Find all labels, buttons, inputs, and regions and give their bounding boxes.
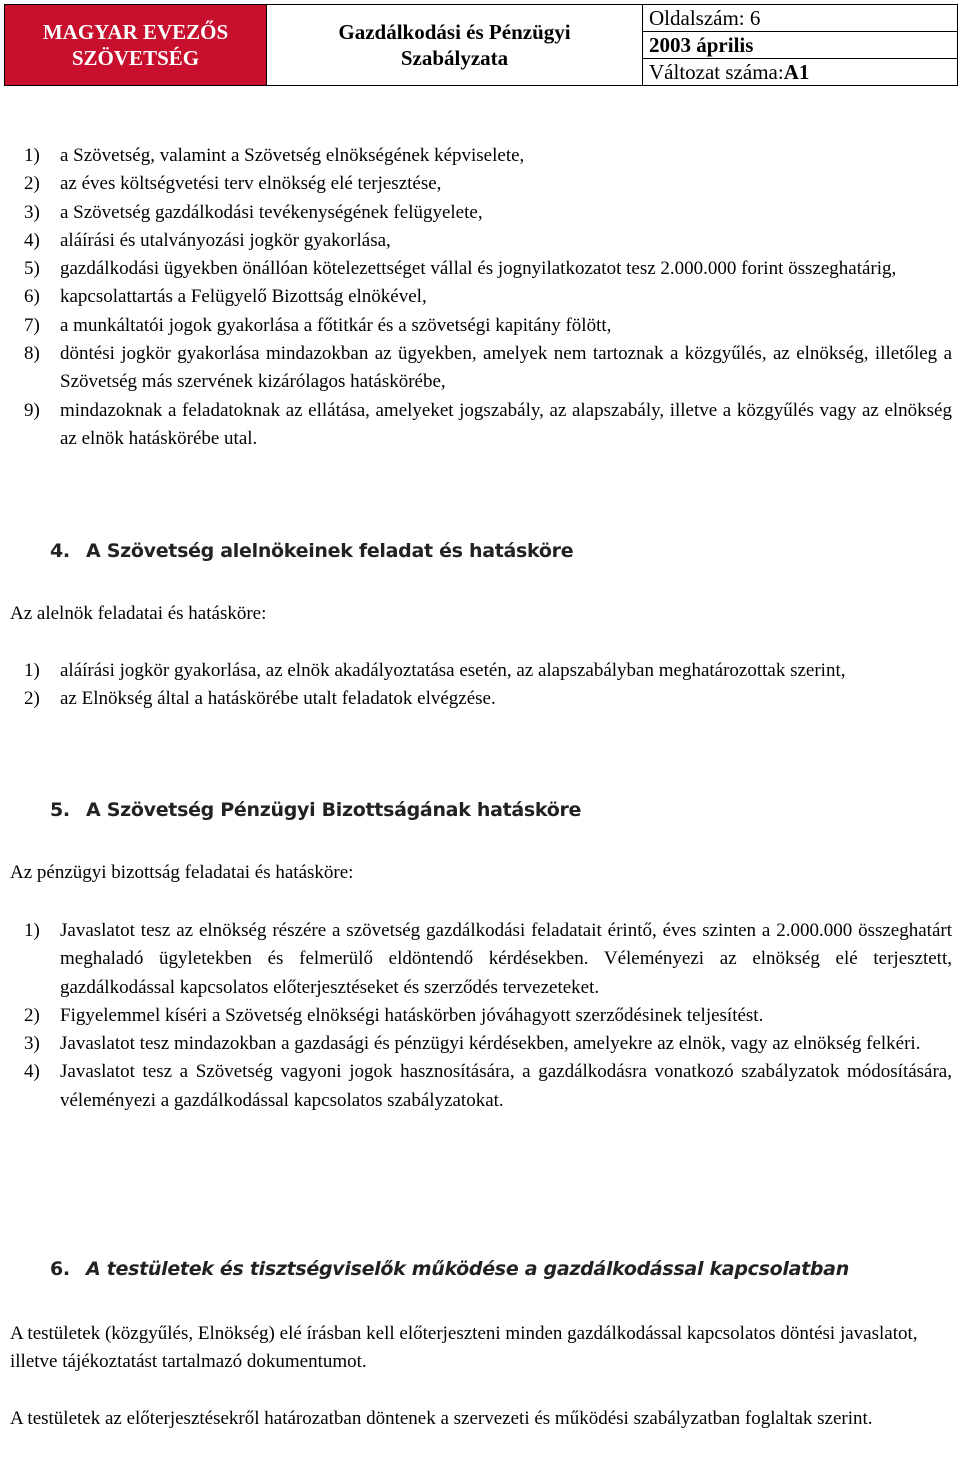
section-5-heading xyxy=(50,799,581,821)
president-duties-list-block xyxy=(10,142,952,453)
section-4-number: 4. xyxy=(50,540,70,562)
list-item-text: Javaslatot tesz az elnökség részére a szövetség gazdálkodási feladatait érintő, éves szinten a 2.000.000 összeghatárt meghaladó ügyletekben és felmerülő eldöntendő kérdésekben. Véleményezi az elnökség elé terjesztett, gazdálkodással kapcsolatos előterjesztéseket és szerződés tervezeteket. xyxy=(60,920,952,998)
list-item-number: 9) xyxy=(24,399,40,421)
doc-meta-cell xyxy=(643,5,957,85)
list-item xyxy=(10,657,952,685)
president-duties-list xyxy=(10,142,952,453)
doc-title-cell xyxy=(267,5,643,85)
list-item-number: 1) xyxy=(24,145,40,166)
list-item-number: 3) xyxy=(24,1033,40,1055)
vice-president-duties-block xyxy=(10,657,952,714)
section-4-title: A Szövetség alelnökeinek feladat és hatásköre xyxy=(86,540,574,562)
list-item xyxy=(10,397,952,454)
list-item-text: gazdálkodási ügyekben önállóan kötelezettséget vállal és jognyilatkozatot tesz 2.000.000 forint összeghatárig, xyxy=(60,258,897,280)
section-6-number: 6. xyxy=(50,1258,70,1280)
list-item-number: 7) xyxy=(24,314,40,336)
list-item-text: mindazoknak a feladatoknak az ellátása, amelyeket jogszabály, az alapszabály, illetve a közgyűlés vagy az elnökség az elnök hatáskörébe utal. xyxy=(60,399,952,449)
org-name-line2: SZÖVETSÉG xyxy=(71,46,200,70)
finance-committee-duties-list xyxy=(10,917,952,1115)
version-value: A1 xyxy=(783,59,810,84)
section-5-title: A Szövetség Pénzügyi Bizottságának hatásköre xyxy=(86,799,582,821)
list-item-text: Javaslatot tesz mindazokban a gazdasági és pénzügyi kérdésekben, amelyekre az elnök, vagy az elnökség felkéri. xyxy=(60,1033,921,1055)
list-item xyxy=(10,1002,952,1030)
list-item-number: 2) xyxy=(24,173,40,195)
list-item-number: 6) xyxy=(24,286,40,308)
list-item-text: az éves költségvetési terv elnökség elé terjesztése, xyxy=(60,173,442,195)
list-item-number: 8) xyxy=(24,343,40,365)
list-item-number: 5) xyxy=(24,258,40,280)
finance-committee-duties-block xyxy=(10,917,952,1115)
section-6-paragraph-2: A testületek az előterjesztésekről határozatban döntenek a szervezeti és működési szabályzatban foglaltak szerint. xyxy=(10,1408,873,1429)
list-item-text: a Szövetség gazdálkodási tevékenységének felügyelete, xyxy=(60,201,483,223)
list-item xyxy=(10,255,952,283)
org-name-line1: MAGYAR EVEZŐS xyxy=(42,20,229,44)
doc-version xyxy=(643,59,957,85)
list-item xyxy=(10,685,952,713)
section-5-number: 5. xyxy=(50,799,70,821)
list-item-number: 1) xyxy=(24,920,40,941)
list-item-number: 2) xyxy=(24,688,40,710)
section-6-heading xyxy=(50,1258,849,1280)
list-item-text: a Szövetség, valamint a Szövetség elnökségének képviselete, xyxy=(60,145,525,166)
list-item xyxy=(10,199,952,227)
page-number: Oldalszám: 6 xyxy=(643,5,957,32)
list-item-text: kapcsolattartás a Felügyelő Bizottság elnökével, xyxy=(60,286,427,308)
list-item-number: 3) xyxy=(24,201,40,223)
list-item xyxy=(10,227,952,255)
list-item-number: 2) xyxy=(24,1004,40,1026)
section-6-paragraph-1: A testületek (közgyűlés, Elnökség) elé írásban kell előterjeszteni minden gazdálkodással kapcsolatos döntési javaslatot, illetve tájékoztatást tartalmazó dokumentumot. xyxy=(10,1323,918,1373)
list-item-text: Javaslatot tesz a Szövetség vagyoni jogok hasznosítására, a gazdálkodásra vonatkozó szabályzatok módosítására, véleményezi a gazdálkodással kapcsolatos szabályzatokat. xyxy=(60,1061,952,1111)
section-4-intro: Az alelnök feladatai és hatásköre: xyxy=(10,603,267,624)
list-item xyxy=(10,170,952,198)
list-item xyxy=(10,1058,952,1115)
list-item xyxy=(10,312,952,340)
list-item xyxy=(10,283,952,311)
list-item xyxy=(10,142,952,170)
doc-date: 2003 április xyxy=(643,32,957,59)
section-6-title: A testületek és tisztségviselők működése a gazdálkodással kapcsolatban xyxy=(86,1258,849,1280)
vice-president-duties-list xyxy=(10,657,952,714)
doc-title-line2: Szabályzata xyxy=(400,46,509,70)
list-item-number: 4) xyxy=(24,1061,40,1083)
list-item-text: az Elnökség által a hatáskörébe utalt feladatok elvégzése. xyxy=(60,688,496,710)
section-4-heading xyxy=(50,540,573,562)
list-item-text: döntési jogkör gyakorlása mindazokban az ügyekben, amelyek nem tartoznak a közgyűlés, az elnökség, illetőleg a Szövetség más szervének kizárólagos hatáskörébe, xyxy=(60,343,952,393)
list-item-text: aláírási jogkör gyakorlása, az elnök akadályoztatása esetén, az alapszabályban meghatározottak szerint, xyxy=(60,660,846,681)
list-item-number: 4) xyxy=(24,229,40,251)
list-item-number: 1) xyxy=(24,660,40,681)
list-item xyxy=(10,917,952,1002)
version-label: Változat száma: xyxy=(649,59,784,84)
doc-title-line1: Gazdálkodási és Pénzügyi xyxy=(338,20,571,44)
section-5-intro: Az pénzügyi bizottság feladatai és hatásköre: xyxy=(10,862,354,883)
list-item xyxy=(10,1030,952,1058)
list-item-text: aláírási és utalványozási jogkör gyakorlása, xyxy=(60,229,391,251)
list-item-text: Figyelemmel kíséri a Szövetség elnökségi hatáskörben jóváhagyott szerződésinek teljesítést. xyxy=(60,1004,764,1026)
list-item-text: a munkáltatói jogok gyakorlása a főtitkár és a szövetségi kapitány fölött, xyxy=(60,314,612,336)
list-item xyxy=(10,340,952,397)
document-header xyxy=(4,4,958,86)
org-name-cell xyxy=(5,5,267,85)
